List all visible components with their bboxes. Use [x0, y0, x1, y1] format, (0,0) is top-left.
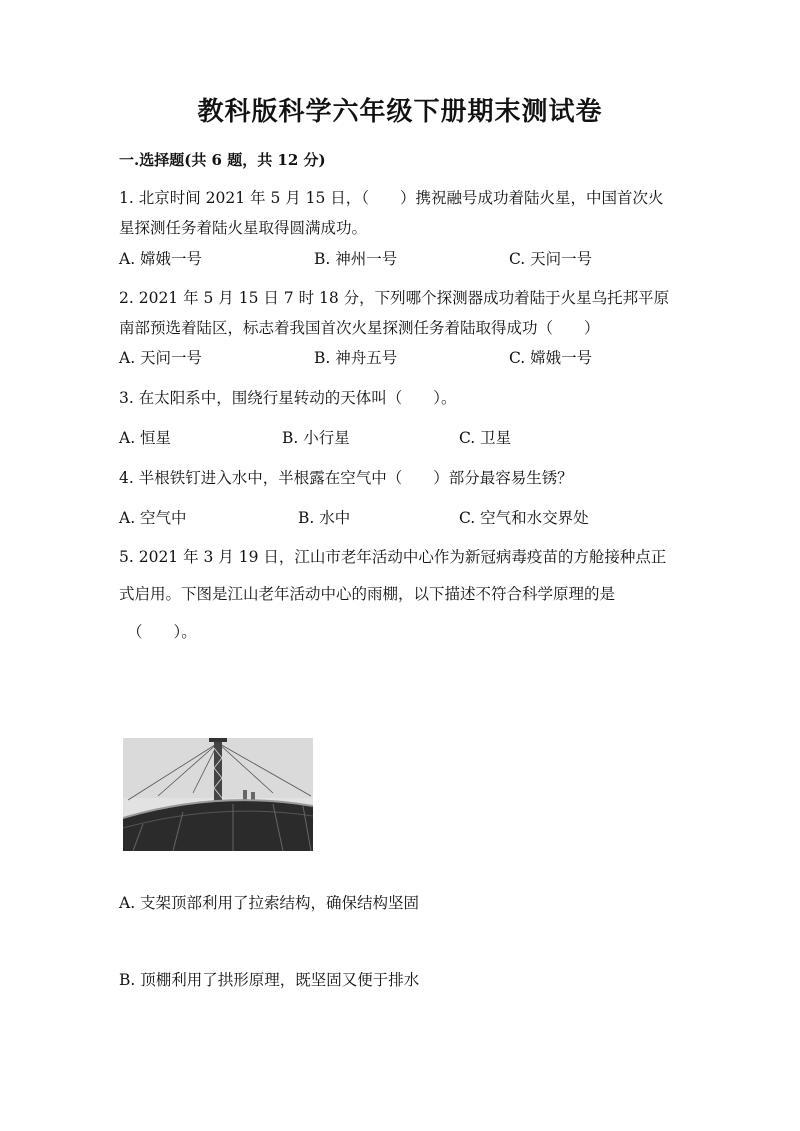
question-5-option-b[interactable]: B. 顶棚利用了拱形原理，既坚固又便于排水 [119, 971, 420, 989]
question-4-option-b[interactable]: B. 水中 [298, 509, 351, 527]
section-heading: 一.选择题(共 6 题，共 12 分) [119, 151, 326, 169]
question-1-option-b[interactable]: B. 神州一号 [314, 250, 398, 268]
question-4-option-a[interactable]: A. 空气中 [119, 509, 187, 527]
question-4-option-c[interactable]: C. 空气和水交界处 [459, 509, 589, 527]
question-3-stem: 3. 在太阳系中，围绕行星转动的天体叫（ ）。 [119, 389, 457, 407]
question-3-option-b[interactable]: B. 小行星 [282, 429, 350, 447]
question-1-option-c[interactable]: C. 天问一号 [509, 250, 593, 268]
question-2-stem: 2. 2021 年 5 月 15 日 7 时 18 分，下列哪个探测器成功着陆于火星乌托邦平原南部预选着陆区，标志着我国首次火星探测任务着陆取得成功（ ） [119, 289, 670, 337]
question-2-option-a[interactable]: A. 天问一号 [119, 349, 203, 367]
page-title: 教科版科学六年级下册期末测试卷 [197, 97, 603, 127]
canopy-photo [123, 738, 313, 851]
question-2-option-b[interactable]: B. 神舟五号 [314, 349, 398, 367]
question-1-option-a[interactable]: A. 嫦娥一号 [119, 250, 203, 268]
question-2-option-c[interactable]: C. 嫦娥一号 [509, 349, 593, 367]
question-5-stem-line-2: 式启用。下图是江山老年活动中心的雨棚，以下描述不符合科学原理的是 [119, 585, 616, 603]
question-5-option-a[interactable]: A. 支架顶部利用了拉索结构，确保结构坚固 [119, 894, 420, 912]
question-3-option-a[interactable]: A. 恒星 [119, 429, 172, 447]
question-4-stem: 4. 半根铁钉进入水中，半根露在空气中（ ）部分最容易生锈？ [119, 469, 573, 487]
question-5-stem-line-3: （ ）。 [127, 623, 197, 641]
question-5-stem-line-1: 5. 2021 年 3 月 19 日，江山市老年活动中心作为新冠病毒疫苗的方舱接种点正 [119, 548, 667, 566]
question-1-stem: 1. 北京时间 2021 年 5 月 15 日，（ ）携祝融号成功着陆火星，中国首次火星探测任务着陆火星取得圆满成功。 [119, 189, 664, 237]
question-3-option-c[interactable]: C. 卫星 [459, 429, 512, 447]
